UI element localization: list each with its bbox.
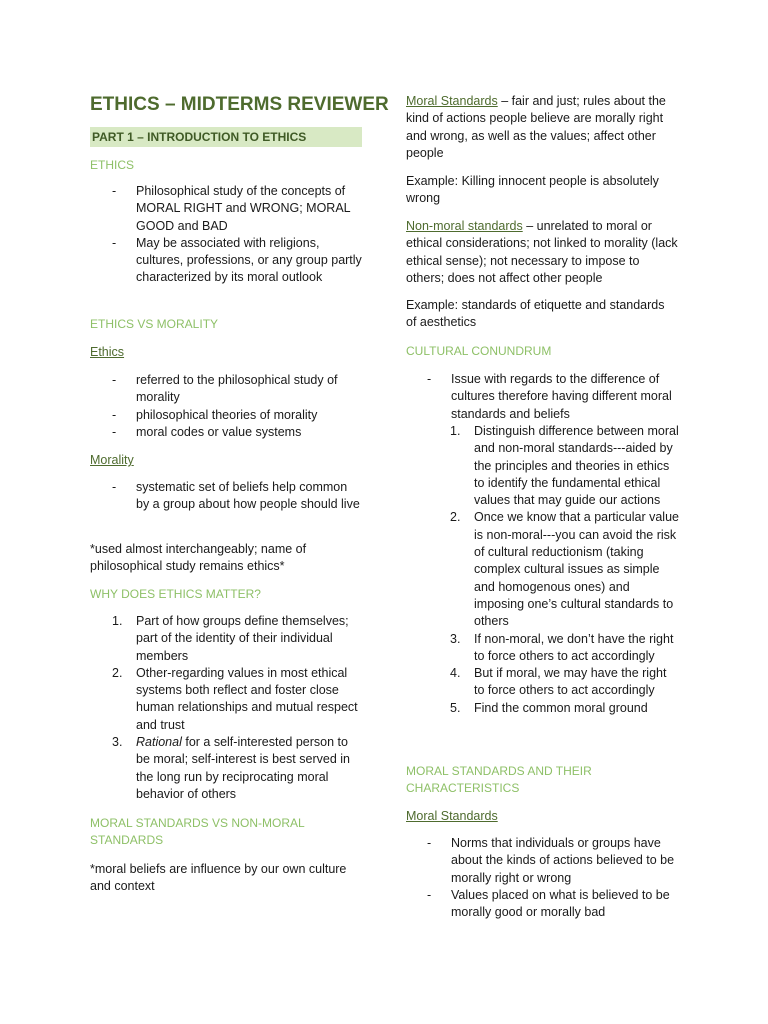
non-moral-standards-term: Non-moral standards xyxy=(406,219,523,233)
cultural-conundrum-list xyxy=(427,371,678,423)
ethics-definition-list xyxy=(112,372,362,441)
document-title: ETHICS – MIDTERMS REVIEWER xyxy=(90,94,389,115)
why-ethics-matters-list xyxy=(112,613,362,803)
section-heading-why-ethics-matter: WHY DOES ETHICS MATTER? xyxy=(90,587,261,601)
list-item: 5. Find the common moral ground xyxy=(450,700,648,715)
ethics-list xyxy=(112,183,362,287)
list-item: - Issue with regards to the difference of cultures therefore having different moral standards and beliefs xyxy=(427,372,672,421)
list-item: 3. Rational for a self-interested person to be moral; self-interest is best served in the long run by reciprocating moral behavior of others xyxy=(112,735,350,801)
list-item: - systematic set of beliefs help common by a group about how people should live xyxy=(112,480,360,512)
section-heading-ethics: ETHICS xyxy=(90,158,135,172)
list-item: 3. If non-moral, we don’t have the right to force others to act accordingly xyxy=(450,631,674,663)
list-item: - Norms that individuals or groups have about the kinds of actions believed to be morally right or wrong xyxy=(427,836,675,885)
interchangeable-note: *used almost interchangeably; name of philosophical study remains ethics* xyxy=(90,542,307,574)
list-item: 2. Once we know that a particular value is non-moral---you can avoid the risk of cultural reductionism (taking complex cultural issues as simple and homogenous ones) and imposing one’s cultural standards to others xyxy=(450,510,679,629)
section-heading-ethics-vs-morality: ETHICS VS MORALITY xyxy=(90,317,219,331)
morality-list xyxy=(112,479,362,514)
part-1-banner: PART 1 – INTRODUCTION TO ETHICS xyxy=(90,127,362,147)
list-item: - philosophical theories of morality xyxy=(112,407,318,422)
section-heading-moral-standards-characteristics: MORAL STANDARDS AND THEIR CHARACTERISTICS xyxy=(406,764,592,795)
list-item: 4. But if moral, we may have the right to force others to act accordingly xyxy=(450,666,667,698)
culture-note: *moral beliefs are influence by our own culture and context xyxy=(90,862,347,894)
list-item: 1. Part of how groups define themselves; part of the identity of their individual members xyxy=(112,614,349,663)
moral-standards-definition: Moral Standards – fair and just; rules about the kind of actions people believe are morally right and wrong, as well as the values; affect other people xyxy=(406,94,666,160)
list-item: 1. Distinguish difference between moral and non-moral standards---aided by the principles and theories in ethics to identify the fundamental ethical values that may guide our actions xyxy=(450,424,679,508)
moral-standards-example: Example: Killing innocent people is absolutely wrong xyxy=(406,174,659,206)
section-heading-cultural-conundrum: CULTURAL CONUNDRUM xyxy=(406,344,552,358)
subheading-ethics: Ethics xyxy=(90,345,125,359)
subheading-moral-standards: Moral Standards xyxy=(406,809,498,823)
list-item: - referred to the philosophical study of morality xyxy=(112,373,338,405)
section-heading-moral-vs-nonmoral: MORAL STANDARDS VS NON-MORAL STANDARDS xyxy=(90,816,305,847)
cultural-steps-list xyxy=(450,423,680,717)
list-item: - Values placed on what is believed to be morally good or morally bad xyxy=(427,887,670,920)
list-item: - May be associated with religions, cultures, professions, or any group partly characterized by its moral outlook xyxy=(112,235,362,285)
non-moral-standards-example: Example: standards of etiquette and standards of aesthetics xyxy=(406,298,665,330)
list-item: 2. Other-regarding values in most ethical systems both reflect and foster close human relationships and mutual respect and trust xyxy=(112,665,358,732)
non-moral-standards-definition: Non-moral standards – unrelated to moral or ethical considerations; not linked to morality (lack ethical sense); not necessary to impose to others; does not affect other people xyxy=(406,219,678,285)
moral-standards-list xyxy=(427,835,678,921)
list-item: - moral codes or value systems xyxy=(112,424,302,439)
list-item: - Philosophical study of the concepts of MORAL RIGHT and WRONG; MORAL GOOD and BAD xyxy=(112,184,351,233)
subheading-morality: Morality xyxy=(90,453,134,467)
moral-standards-term: Moral Standards xyxy=(406,94,498,108)
